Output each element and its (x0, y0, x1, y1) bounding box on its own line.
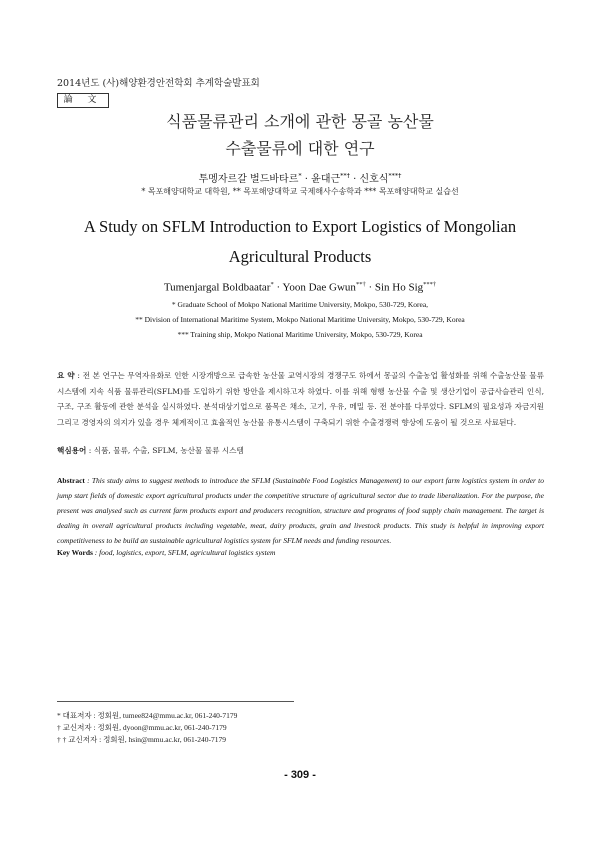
korean-affiliations: * 목포해양대학교 대학원, ** 목포해양대학교 국제해사수송학과 *** 목포해양대학교 실습선 (141, 187, 459, 196)
author-2-en: Yoon Dae Gwun (282, 281, 356, 294)
english-title-line-2: Agricultural Products (228, 247, 372, 266)
author-2-ko-mark: **† (340, 171, 350, 180)
author-3-en: Sin Ho Sig (374, 281, 424, 294)
author-sep-1-en: · (273, 281, 283, 294)
footnote-2: † 교신저자 : 정회원, dyoon@mmu.ac.kr, 061-240-7179 (57, 723, 227, 732)
korean-authors (0, 170, 600, 185)
english-keywords (57, 548, 275, 557)
english-abstract-text: : This study aims to suggest methods to introduce the SFLM (Sustainable Food Logistics Management) to our export farm logistics system in order to jump start fields of domestic export agricultural products under the competitive structure of agricultural sector due to trade liberalization. For the purpose, the present was analysed such as current farm products export and producers recognition, structure and programs of food supply chain management. The target is dealing in overall agricultural products including vegetable, meat, dairy products, grain and livestock products. This study is helpful in improving export competitiveness to be build an sustainable agricultural logistics system for SFLM needs and funding resources. (57, 476, 544, 545)
footnote-1: * 대표저자 : 정회원, tumee824@mmu.ac.kr, 061-240-7179 (57, 711, 238, 720)
author-3-ko-mark: ***† (388, 171, 402, 180)
author-1-en-mark: * (270, 281, 274, 288)
author-3-ko: 신호식 (359, 174, 389, 185)
korean-abstract-label: 요 약 (57, 371, 75, 380)
korean-keywords (57, 445, 244, 456)
korean-abstract (57, 368, 544, 430)
author-1-ko: 투멩자르갈 벌드바타르 (198, 174, 299, 185)
paper-type-badge: 論 文 (57, 93, 109, 108)
korean-abstract-text: : 전 본 연구는 무역자유화로 인한 시장개방으로 급속한 농산물 교역시장의 경쟁구도 하에서 몽골의 수출농업 활성화를 위해 수출농산물 물류 시스템에 지속 식품 물류관리(SFLM)를 도입하기 위한 방안을 제시하고자 하였다. 이를 위해 형행 농산물 수출 및 생산기업이 공급사슬관리 인식, 구조, 구조 활동에 관한 분석을 실시하였다. 분석대상기업으로 품목은 채소, 고기, 우유, 메밀 등. 전 분야를 다루었다. SFLM의 필요성과 자금지원 그리고 경영자의 의지가 있을 경우 체계적이고 효율적인 농산물 유통시스템이 구축되기 위한 수출경쟁력 향상에 도움이 될 것으로 사료된다. (57, 371, 544, 427)
conference-header: 2014년도 (사)해양환경안전학회 추계학술발표회 (57, 78, 260, 89)
footnote-divider (57, 701, 294, 702)
english-affiliation-3: *** Training ship, Mokpo National Maritime University, Mokpo, 530-729, Korea (177, 330, 423, 339)
footnote-3: † † 교신저자 : 정회원, hsin@mmu.ac.kr, 061-240-7179 (57, 735, 226, 744)
author-sep-2-en: · (365, 281, 375, 294)
english-abstract (57, 473, 544, 548)
korean-keywords-label: 핵심용어 (57, 446, 87, 455)
english-abstract-label: Abstract (57, 476, 85, 485)
korean-keywords-text: : 식품, 물류, 수출, SFLM, 농산물 물류 시스템 (86, 446, 244, 455)
english-keywords-text: : food, logistics, export, SFLM, agricultural logistics system (92, 548, 276, 557)
english-authors (0, 281, 600, 294)
english-title-line-1: A Study on SFLM Introduction to Export Logistics of Mongolian (83, 217, 517, 236)
english-affiliation-2: ** Division of International Maritime System, Mokpo National Maritime University, Mokpo, 530-729, Korea (135, 315, 465, 324)
author-3-en-mark: ***† (423, 281, 437, 288)
author-sep-2: · (349, 174, 360, 185)
english-affiliation-1: * Graduate School of Mokpo National Maritime University, Mokpo, 530-729, Korea, (171, 300, 429, 309)
author-1-ko-mark: * (298, 171, 302, 180)
author-2-en-mark: **† (355, 281, 366, 288)
english-keywords-label: Key Words (57, 548, 93, 557)
page-number: - 309 - (284, 769, 316, 781)
korean-title-line-1: 식품물류관리 소개에 관한 몽골 농산물 (166, 112, 434, 131)
korean-title-line-2: 수출물류에 대한 연구 (225, 139, 375, 158)
author-1-en: Tumenjargal Boldbaatar (163, 281, 271, 294)
author-2-ko: 윤대근 (311, 174, 341, 185)
author-sep-1: · (301, 174, 312, 185)
